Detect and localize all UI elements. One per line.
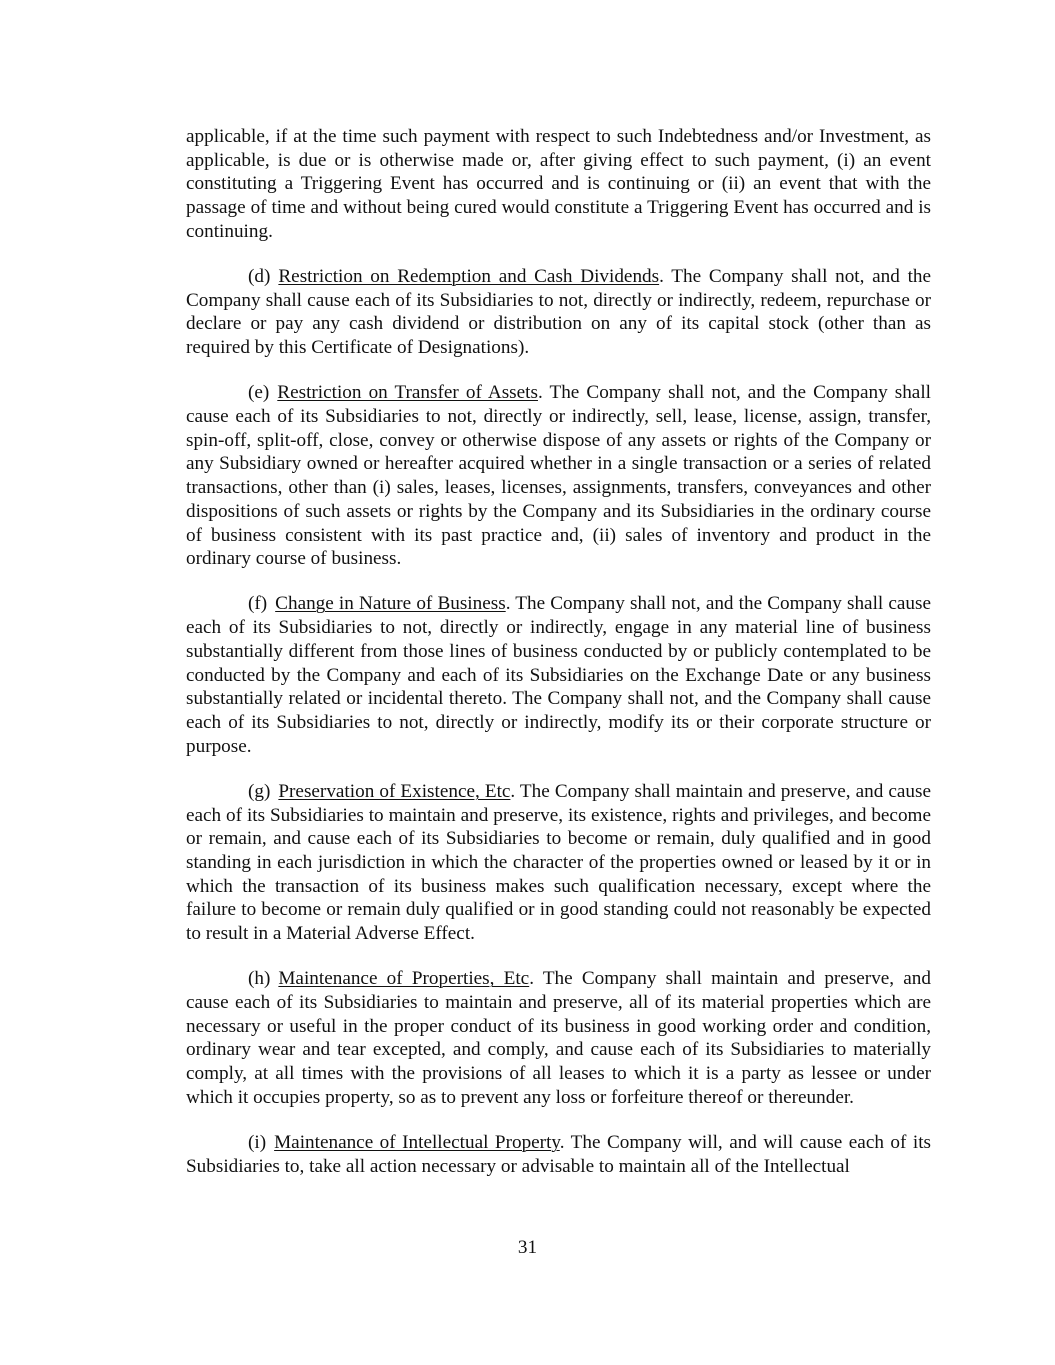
continuation-paragraph: applicable, if at the time such payment with respect to such Indebtedness and/or Investment, as applicable, is due or is otherwise made or, after giving effect to such payment, (i) an event constituting a Triggering Event has occurred and is continuing or (ii) an event that with the passage of time and without being cured would constitute a Triggering Event has occurred and is continuing. <box>186 126 931 242</box>
section-heading: Restriction on Redemption and Cash Dividends <box>278 266 660 288</box>
section-label: (d) <box>248 266 271 288</box>
body-text <box>186 125 931 1200</box>
section-f-paragraph <box>186 592 931 758</box>
section-h-paragraph <box>186 967 931 1109</box>
section-text: . The Company shall not, and the Company shall cause each of its Subsidiaries to not, directly or indirectly, sell, lease, license, assign, transfer, spin-off, split-off, close, convey or otherwise dispose of any assets or rights of the Company or any Subsidiary owned or hereafter acquired whether in a single transaction or a series of related transactions, other than (i) sales, leases, licenses, assignments, transfers, conveyances and other dispositions of such assets or rights by the Company and its Subsidiaries in the ordinary course of business consistent with its past practice and, (ii) sales of inventory and product in the ordinary course of business. <box>186 382 931 570</box>
section-text: . The Company shall not, and the Company shall cause each of its Subsidiaries to not, directly or indirectly, engage in any material line of business substantially different from those lines of business conducted by or publicly contemplated to be conducted by the Company and each of its Subsidiaries on the Exchange Date or any business substantially related or incidental thereto. The Company shall not, and the Company shall cause each of its Subsidiaries to not, directly or indirectly, modify its or their corporate structure or purpose. <box>186 593 931 757</box>
section-e-paragraph <box>186 381 931 571</box>
section-heading: Preservation of Existence, Etc <box>278 780 511 802</box>
section-label: (g) <box>248 780 271 802</box>
page-number: 31 <box>517 1237 538 1258</box>
section-d-paragraph <box>186 265 931 360</box>
section-text: . The Company shall maintain and preserve, and cause each of its Subsidiaries to maintain and preserve, its existence, rights and privileges, and become or remain, and cause each of its Subsidiaries to become or remain, duly qualified and in good standing in each jurisdiction in which the character of the properties owned or leased by it or in which the transaction of its business makes such qualification necessary, except where the failure to become or remain duly qualified or in good standing could not reasonably be expected to result in a Material Adverse Effect. <box>186 780 932 945</box>
section-heading: Change in Nature of Business <box>275 593 506 615</box>
section-text: . The Company shall maintain and preserve, and cause each of its Subsidiaries to maintain and preserve, all of its material properties which are necessary or useful in the proper conduct of its business in good working order and condition, ordinary wear and tear excepted, and comply, and cause each of its Subsidiaries to materially comply, at all times with the provisions of all leases to which it is a party as lessee or under which it occupies property, so as to prevent any loss or forfeiture thereof or thereunder. <box>186 968 931 1108</box>
section-label: (h) <box>248 968 271 990</box>
section-heading: Maintenance of Intellectual Property <box>274 1132 560 1154</box>
section-label: (e) <box>248 382 270 404</box>
section-heading: Maintenance of Properties, Etc <box>278 968 530 990</box>
section-label: (i) <box>248 1132 267 1154</box>
section-text: . The Company will, and will cause each of its Subsidiaries to, take all action necessary or advisable to maintain all of the Intellectual <box>186 1132 931 1177</box>
section-i-paragraph <box>186 1131 931 1178</box>
section-heading: Restriction on Transfer of Assets <box>277 382 538 404</box>
section-g-paragraph <box>186 780 931 946</box>
section-text: . The Company shall not, and the Company shall cause each of its Subsidiaries to not, directly or indirectly, redeem, repurchase or declare or pay any cash dividend or distribution on any of its capital stock (other than as required by this Certificate of Designations). <box>186 266 932 359</box>
section-label: (f) <box>248 593 268 615</box>
